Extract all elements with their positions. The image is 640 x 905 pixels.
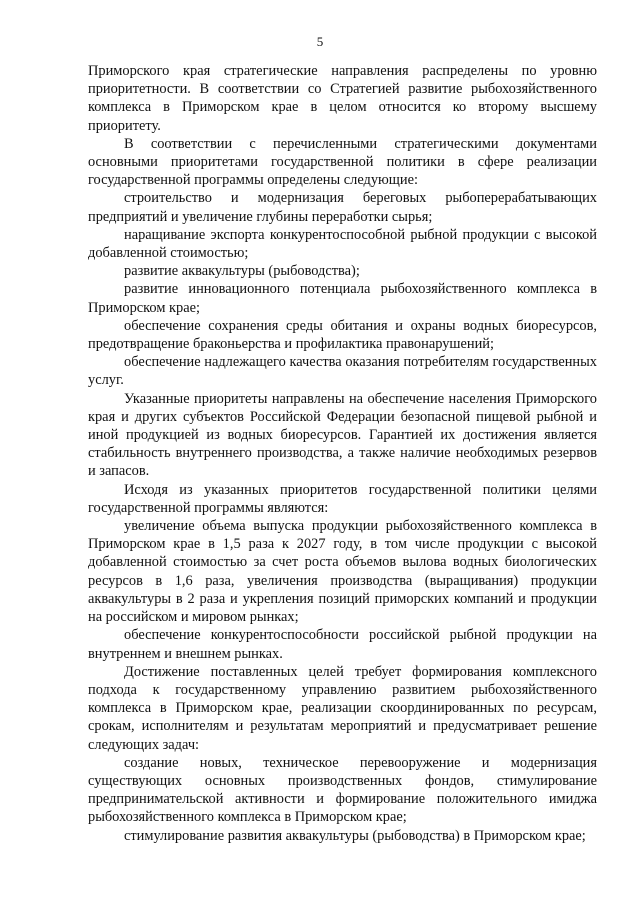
list-item-output-increase-goal: увеличение объема выпуска продукции рыбохозяйственного комплекса в Приморском крае в 1,5 раза к 2027 году, в том числе продукции с высокой добавленной стоимостью за счет роста объемов вылова водных биологических ресурсов в 1,6 раза, увеличения производства (выращивания) продукции аквакультуры в 2 раза и укрепления позиций приморских компаний и продукции на российском и мировом рынках; — [88, 518, 597, 626]
paragraph-priorities-purpose: Указанные приоритеты направлены на обеспечение населения Приморского края и других субъектов Российской Федерации безопасной пищевой рыбной и иной продукцией из водных биоресурсов. Гарантией их достижения является стабильность внутреннего производства, а также наличие необходимых резервов и запасов. — [88, 390, 597, 480]
page-number: 5 — [316, 34, 324, 49]
list-item-competitiveness-goal: обеспечение конкурентоспособности российской рыбной продукции на внутреннем и внешнем рынках. — [88, 627, 597, 662]
list-item-innovation-potential: развитие инновационного потенциала рыбохозяйственного комплекса в Приморском крае; — [88, 281, 597, 316]
document-body — [88, 62, 597, 845]
list-item-funds-renewal-task: создание новых, техническое перевооружение и модернизация существующих основных производственных фондов, стимулирование предпринимательской активности и формирование положительного имиджа рыбохозяйственного комплекса в Приморском крае; — [88, 754, 597, 826]
paragraph-policy-priorities-intro: В соответствии с перечисленными стратегическими документами основными приоритетами государственной политики в сфере реализации государственной программы определены следующие: — [88, 135, 597, 189]
list-item-construction-modernization: строительство и модернизация береговых рыбоперерабатывающих предприятий и увеличение глубины переработки сырья; — [88, 190, 597, 225]
list-item-aquaculture-stimulation-task: стимулирование развития аквакультуры (рыбоводства) в Приморском крае; — [124, 827, 586, 844]
paragraph-tasks-intro: Достижение поставленных целей требует формирования комплексного подхода к государственному управлению развитием рыбохозяйственного комплекса в Приморском крае, реализации скоординированных по ресурсам, срокам, исполнителям и результатам мероприятий и предусматривает решение следующих задач: — [88, 663, 597, 753]
list-item-aquaculture-development: развитие аквакультуры (рыбоводства); — [124, 263, 360, 280]
list-item-service-quality: обеспечение надлежащего качества оказания потребителям государственных услуг. — [88, 354, 597, 389]
paragraph-goals-intro: Исходя из указанных приоритетов государственной политики целями государственной программы являются: — [88, 481, 597, 516]
list-item-habitat-protection: обеспечение сохранения среды обитания и охраны водных биоресурсов, предотвращение браконьерства и профилактика правонарушений; — [88, 317, 597, 353]
paragraph-priority-level: Приморского края стратегические направления распределены по уровню приоритетности. В соответствии со Стратегией развитие рыбохозяйственного комплекса в Приморском крае в целом относится ко второму высшему приоритету. — [88, 63, 597, 134]
list-item-export-growth: наращивание экспорта конкурентоспособной рыбной продукции с высокой добавленной стоимостью; — [88, 226, 597, 262]
